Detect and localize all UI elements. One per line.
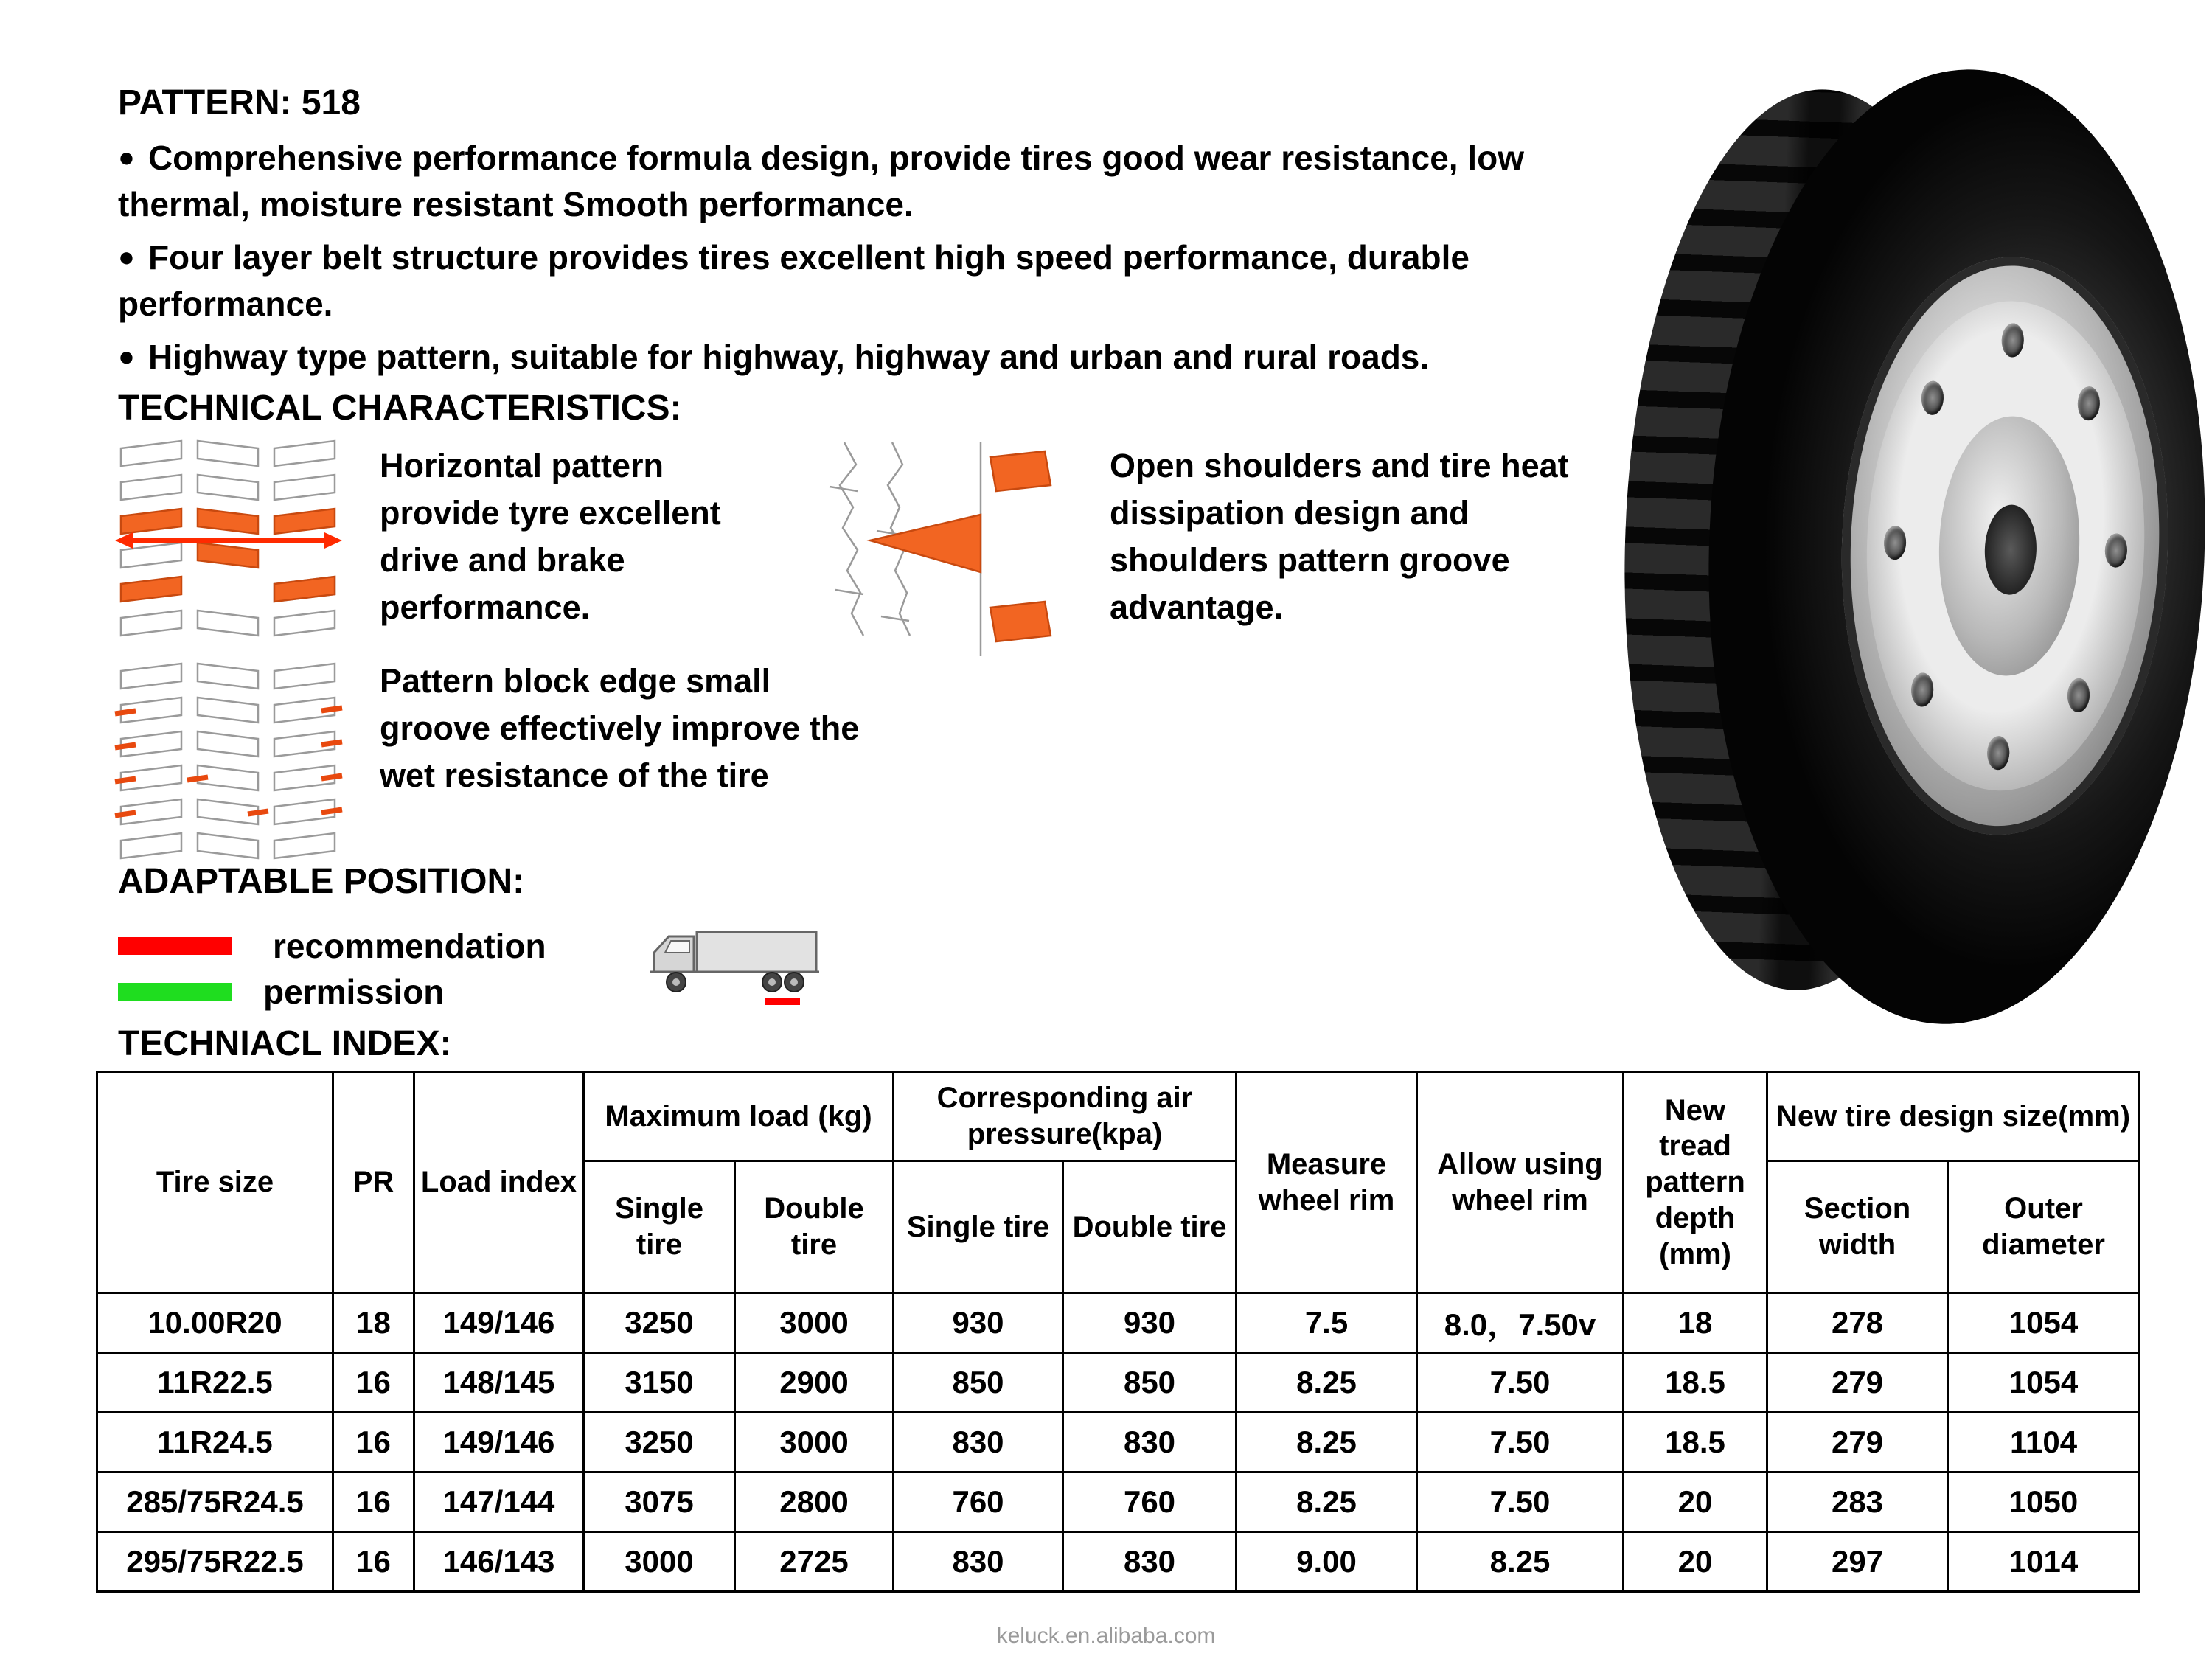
- col-header-section-width: Section width: [1767, 1161, 1948, 1293]
- table-cell: 279: [1767, 1413, 1948, 1472]
- table-cell: 20: [1624, 1472, 1767, 1532]
- table-cell: 11R24.5: [97, 1413, 333, 1472]
- table-cell: 7.50: [1417, 1353, 1624, 1413]
- table-cell: 830: [894, 1532, 1063, 1592]
- table-cell: 2725: [735, 1532, 894, 1592]
- table-cell: 1054: [1948, 1293, 2140, 1353]
- table-cell: 2800: [735, 1472, 894, 1532]
- bullet-icon: ●: [118, 142, 135, 173]
- table-body: [97, 1293, 2140, 1592]
- table-cell: 1104: [1948, 1413, 2140, 1472]
- recommendation-label: recommendation: [273, 927, 546, 965]
- tread-pattern-diagram-shoulder: [796, 442, 1069, 656]
- feature-text-groove: Pattern block edge small groove effectively improve the wet resistance of the tire: [380, 662, 860, 794]
- truck-position-icon: [645, 923, 822, 1012]
- col-header-double-tire-pressure: Double tire: [1063, 1161, 1237, 1293]
- table-cell: 149/146: [414, 1293, 584, 1353]
- adaptable-position-title: ADAPTABLE POSITION:: [118, 862, 525, 901]
- technical-index-table-wrap: [96, 1071, 2140, 1593]
- table-cell: 285/75R24.5: [97, 1472, 333, 1532]
- bullet-text-2: Four layer belt structure provides tires excellent high speed performance, durable performance.: [118, 238, 1470, 323]
- table-cell: 18.5: [1624, 1413, 1767, 1472]
- table-cell: 18: [333, 1293, 414, 1353]
- col-header-air-pressure: Corresponding air pressure(kpa): [894, 1072, 1237, 1161]
- table-cell: 830: [894, 1413, 1063, 1472]
- bullet-icon: ●: [118, 341, 135, 373]
- bullet-icon: ●: [118, 242, 135, 274]
- table-cell: 830: [1063, 1532, 1237, 1592]
- table-cell: 149/146: [414, 1413, 584, 1472]
- table-cell: 7.5: [1237, 1293, 1417, 1353]
- table-cell: 146/143: [414, 1532, 584, 1592]
- intro-section: [118, 83, 1644, 428]
- drive-axle-marker: [765, 998, 800, 1005]
- recommendation-color-bar: [118, 937, 232, 955]
- tread-pattern-diagram-groove: [111, 658, 347, 864]
- table-row: [97, 1413, 2140, 1472]
- table-cell: 16: [333, 1472, 414, 1532]
- table-cell: 16: [333, 1532, 414, 1592]
- legend-row-recommendation: [118, 923, 546, 969]
- table-cell: 8.25: [1237, 1472, 1417, 1532]
- table-cell: 8.25: [1417, 1532, 1624, 1592]
- table-cell: 830: [1063, 1413, 1237, 1472]
- table-cell: 3000: [735, 1413, 894, 1472]
- table-cell: 8.25: [1237, 1353, 1417, 1413]
- watermark: keluck.en.alibaba.com: [996, 1624, 1216, 1648]
- table-cell: 283: [1767, 1472, 1948, 1532]
- table-cell: 18: [1624, 1293, 1767, 1353]
- table-cell: 297: [1767, 1532, 1948, 1592]
- col-header-tread-depth: New tread pattern depth (mm): [1624, 1072, 1767, 1293]
- col-header-pr: PR: [333, 1072, 414, 1293]
- col-header-outer-diameter: Outer diameter: [1948, 1161, 2140, 1293]
- feature-bullet-3: [118, 334, 1644, 380]
- table-cell: 7.50: [1417, 1472, 1624, 1532]
- table-cell: 850: [1063, 1353, 1237, 1413]
- col-header-double-tire-load: Double tire: [735, 1161, 894, 1293]
- table-row: [97, 1532, 2140, 1592]
- table-cell: 16: [333, 1413, 414, 1472]
- table-cell: 10.00R20: [97, 1293, 333, 1353]
- col-header-load-index: Load index: [414, 1072, 584, 1293]
- tire-photo: [1606, 58, 2212, 1033]
- table-cell: 295/75R22.5: [97, 1532, 333, 1592]
- col-header-max-load: Maximum load (kg): [584, 1072, 894, 1161]
- table-cell: 11R22.5: [97, 1353, 333, 1413]
- position-legend: [118, 923, 546, 1015]
- table-cell: 850: [894, 1353, 1063, 1413]
- legend-row-permission: [118, 969, 546, 1015]
- feature-bullet-2: [118, 234, 1644, 327]
- feature-text-shoulder: Open shoulders and tire heat dissipation design and shoulders pattern groove advantage.: [1110, 447, 1569, 626]
- table-cell: 1050: [1948, 1472, 2140, 1532]
- bullet-text-3: Highway type pattern, suitable for highway, highway and urban and rural roads.: [147, 338, 1430, 377]
- table-cell: 148/145: [414, 1353, 584, 1413]
- table-cell: 147/144: [414, 1472, 584, 1532]
- table-cell: 3000: [584, 1532, 735, 1592]
- col-header-single-tire-load: Single tire: [584, 1161, 735, 1293]
- table-cell: 3150: [584, 1353, 735, 1413]
- table-cell: 930: [894, 1293, 1063, 1353]
- permission-label: permission: [263, 973, 445, 1011]
- table-cell: 930: [1063, 1293, 1237, 1353]
- table-cell: 7.50: [1417, 1413, 1624, 1472]
- technical-index-table: [96, 1071, 2140, 1593]
- table-cell: 760: [894, 1472, 1063, 1532]
- table-cell: 3000: [735, 1293, 894, 1353]
- table-cell: 760: [1063, 1472, 1237, 1532]
- col-header-allow-rim: Allow using wheel rim: [1417, 1072, 1624, 1293]
- permission-color-bar: [118, 983, 232, 1001]
- tread-pattern-diagram-horizontal: [111, 434, 347, 647]
- table-cell: 16: [333, 1353, 414, 1413]
- table-cell: 2900: [735, 1353, 894, 1413]
- table-cell: 278: [1767, 1293, 1948, 1353]
- table-cell: 279: [1767, 1353, 1948, 1413]
- table-cell: 8.0，7.50v: [1417, 1293, 1624, 1353]
- table-row: [97, 1472, 2140, 1532]
- col-header-tire-size: Tire size: [97, 1072, 333, 1293]
- table-cell: 8.25: [1237, 1413, 1417, 1472]
- table-cell: 3075: [584, 1472, 735, 1532]
- col-header-single-tire-pressure: Single tire: [894, 1161, 1063, 1293]
- table-cell: 18.5: [1624, 1353, 1767, 1413]
- technical-index-title: TECHNIACL INDEX:: [118, 1024, 452, 1063]
- table-cell: 20: [1624, 1532, 1767, 1592]
- pattern-title: PATTERN: 518: [118, 83, 361, 122]
- feature-text-horizontal: Horizontal pattern provide tyre excellent drive and brake performance.: [380, 447, 721, 626]
- table-row: [97, 1353, 2140, 1413]
- table-cell: 3250: [584, 1293, 735, 1353]
- bullet-text-1: Comprehensive performance formula design, provide tires good wear resistance, low thermal, moisture resistant Smooth performance.: [118, 139, 1525, 223]
- col-header-measure-rim: Measure wheel rim: [1237, 1072, 1417, 1293]
- table-cell: 9.00: [1237, 1532, 1417, 1592]
- table-cell: 3250: [584, 1413, 735, 1472]
- table-cell: 1014: [1948, 1532, 2140, 1592]
- feature-bullet-1: [118, 135, 1644, 227]
- col-header-design-size: New tire design size(mm): [1767, 1072, 2140, 1161]
- table-row: [97, 1293, 2140, 1353]
- table-cell: 1054: [1948, 1353, 2140, 1413]
- technical-characteristics-title: TECHNICAL CHARACTERISTICS:: [118, 388, 682, 428]
